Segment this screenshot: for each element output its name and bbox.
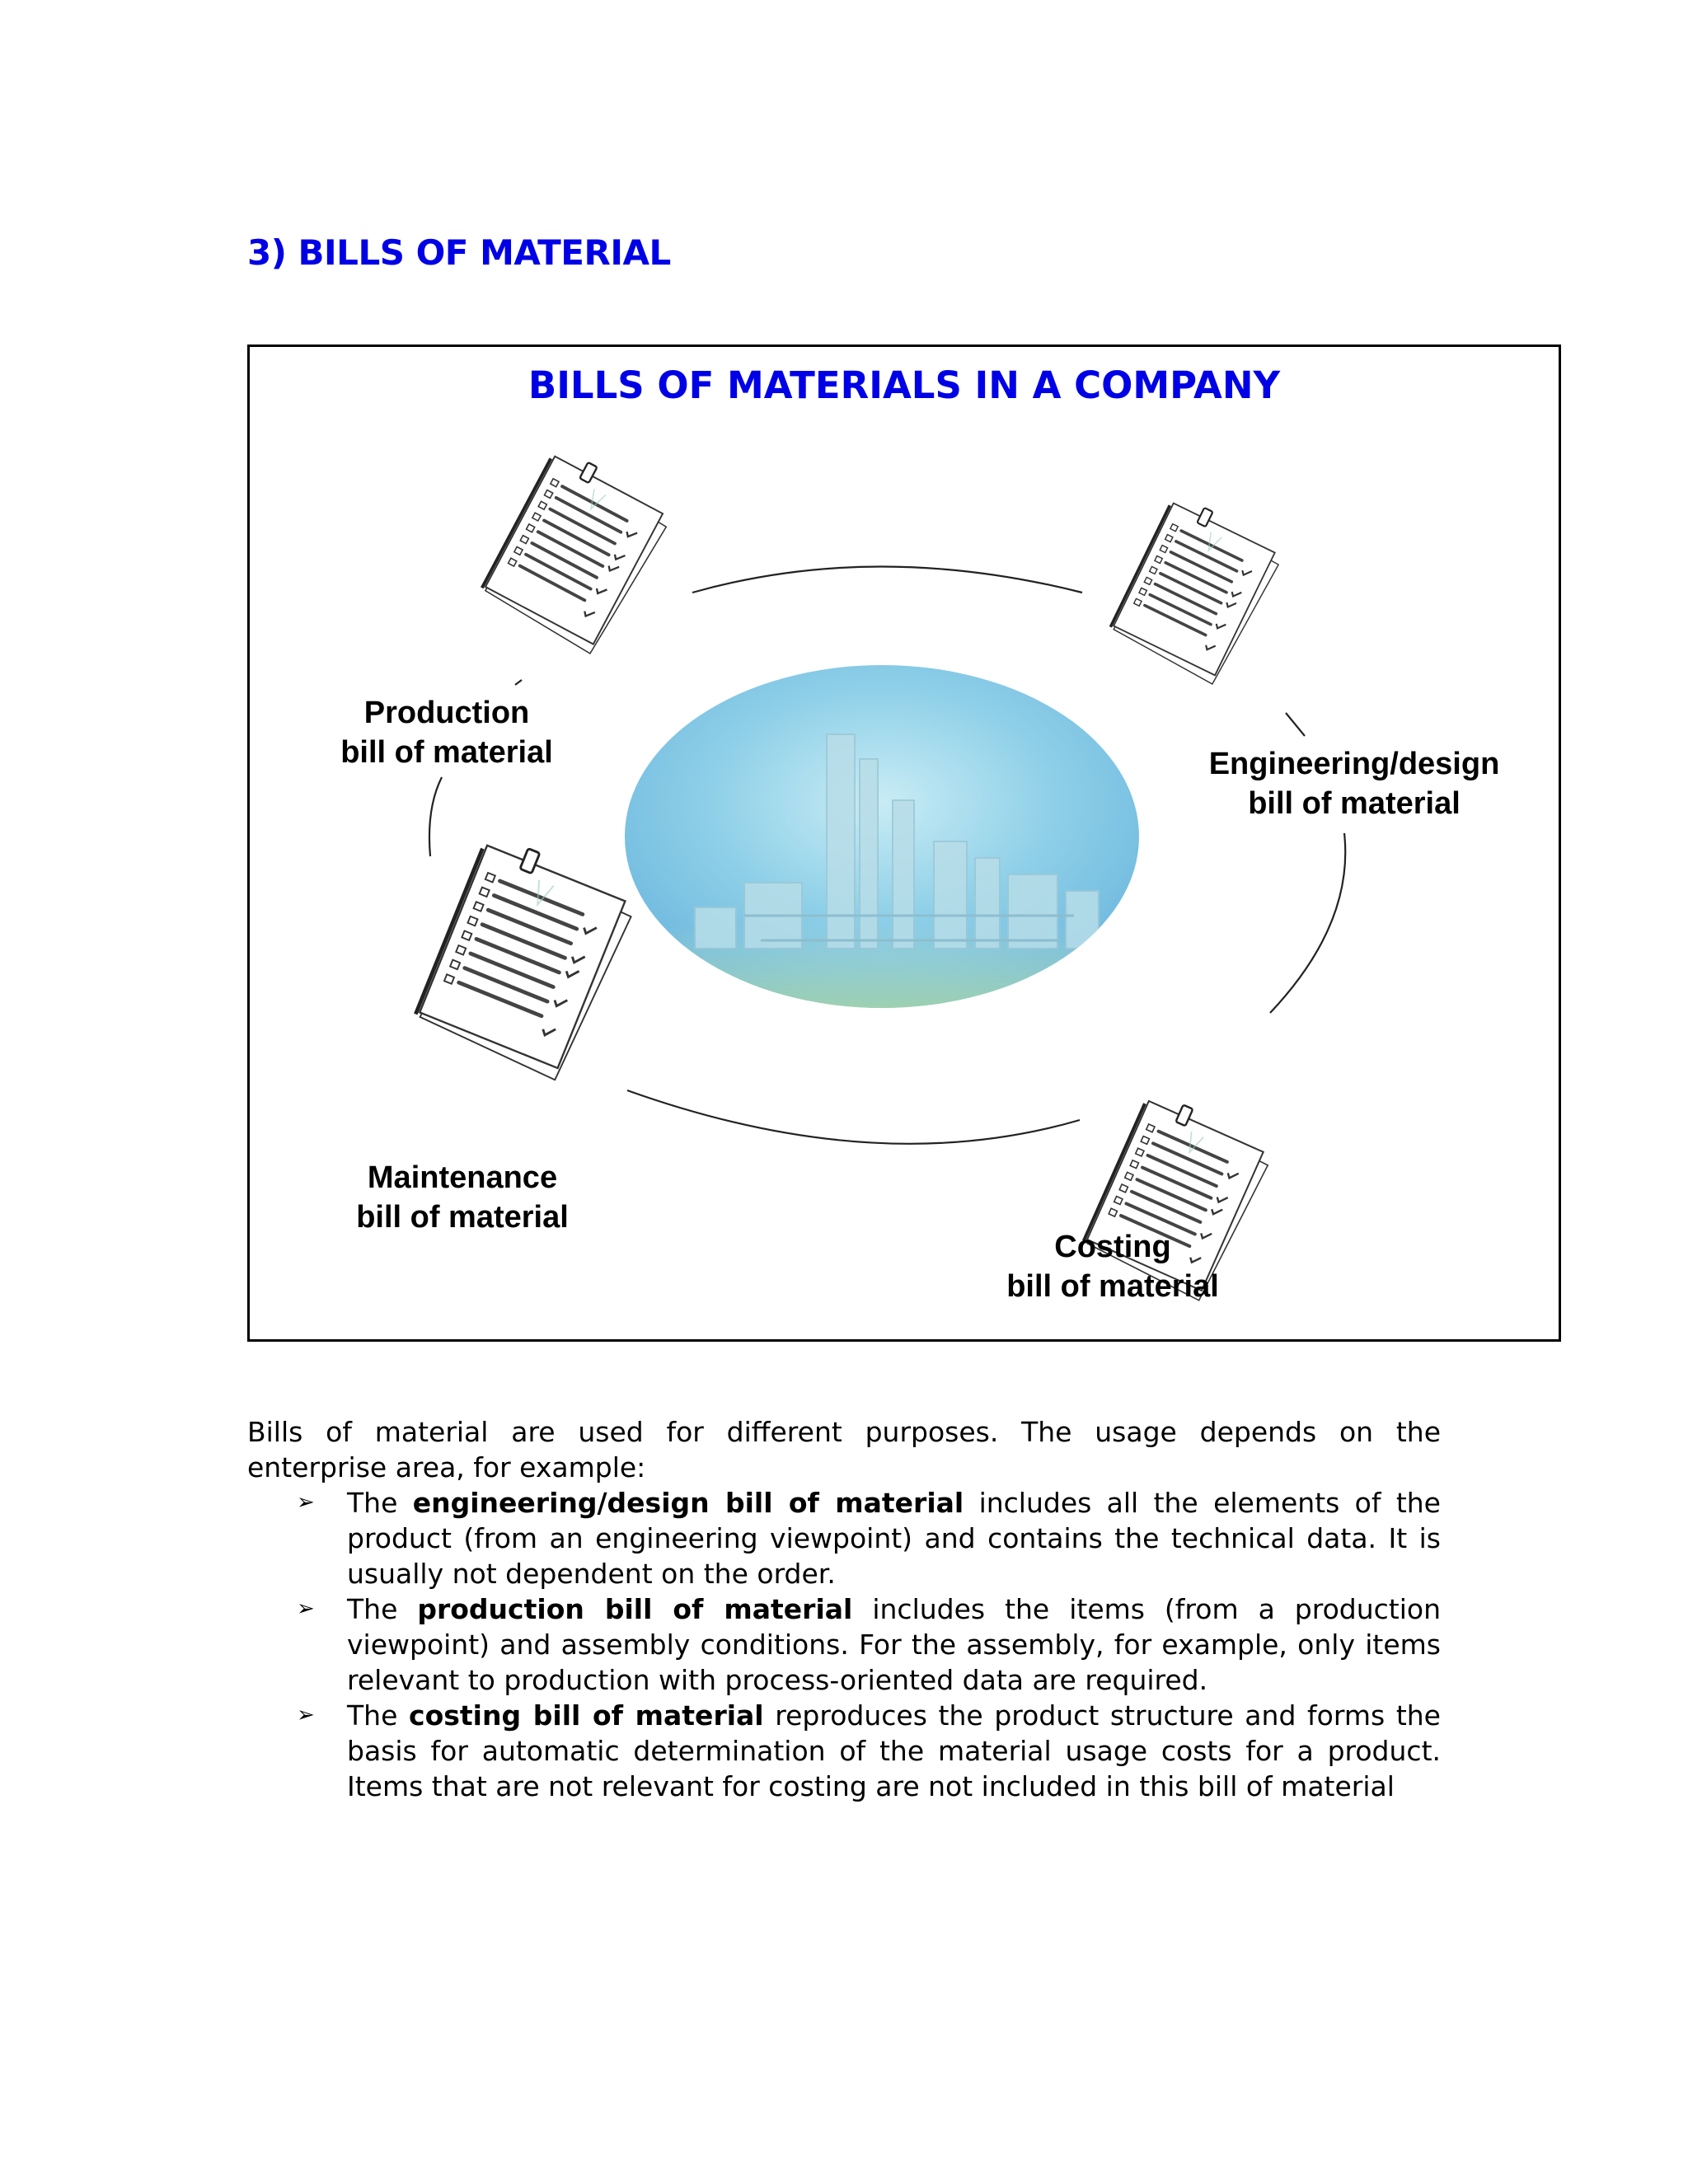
bullet-arrow-icon: ➢ xyxy=(297,1596,315,1621)
figure-title: BILLS OF MATERIALS IN A COMPANY xyxy=(528,363,1281,407)
label-production: Production bill of material xyxy=(340,696,553,770)
document-icon-engineering xyxy=(1108,494,1287,687)
bullet-arrow-icon: ➢ xyxy=(297,1703,315,1727)
bullet-engineering: ➢ The engineering/design bill of material includes all the elements of the product (from an engineering viewpoint) and contains the technical data. It is usually not dependent on the order. xyxy=(297,1487,1441,1590)
document-icon-maintenance xyxy=(412,832,640,1083)
label-maintenance: Maintenance bill of material xyxy=(356,1160,569,1235)
document-icon-production xyxy=(479,446,676,657)
label-engineering: Engineering/design bill of material xyxy=(1208,747,1500,821)
refinery-photo xyxy=(625,665,1144,1015)
bullet-list xyxy=(247,1485,1441,1804)
bom-figure xyxy=(247,344,1561,1342)
bullet-production: ➢ The production bill of material includes the items (from a production viewpoint) and assembly conditions. For the assembly, for example, only items relevant to production with process-oriented data are required. xyxy=(297,1593,1441,1696)
intro-line-1: Bills of material are used for different purposes. The usage depends on the xyxy=(247,1416,1441,1448)
bullet-arrow-icon: ➢ xyxy=(297,1490,315,1515)
section-heading: 3) BILLS OF MATERIAL xyxy=(247,232,671,273)
label-costing: Costing bill of material xyxy=(1006,1230,1219,1304)
body-text xyxy=(247,1414,1441,1804)
intro-line-2: enterprise area, for example: xyxy=(247,1451,646,1483)
bullet-costing: ➢ The costing bill of material reproduces the product structure and forms the basis for automatic determination of the material usage costs for a product. Items that are not relevant for costing are not included in this bill of material xyxy=(297,1699,1441,1802)
